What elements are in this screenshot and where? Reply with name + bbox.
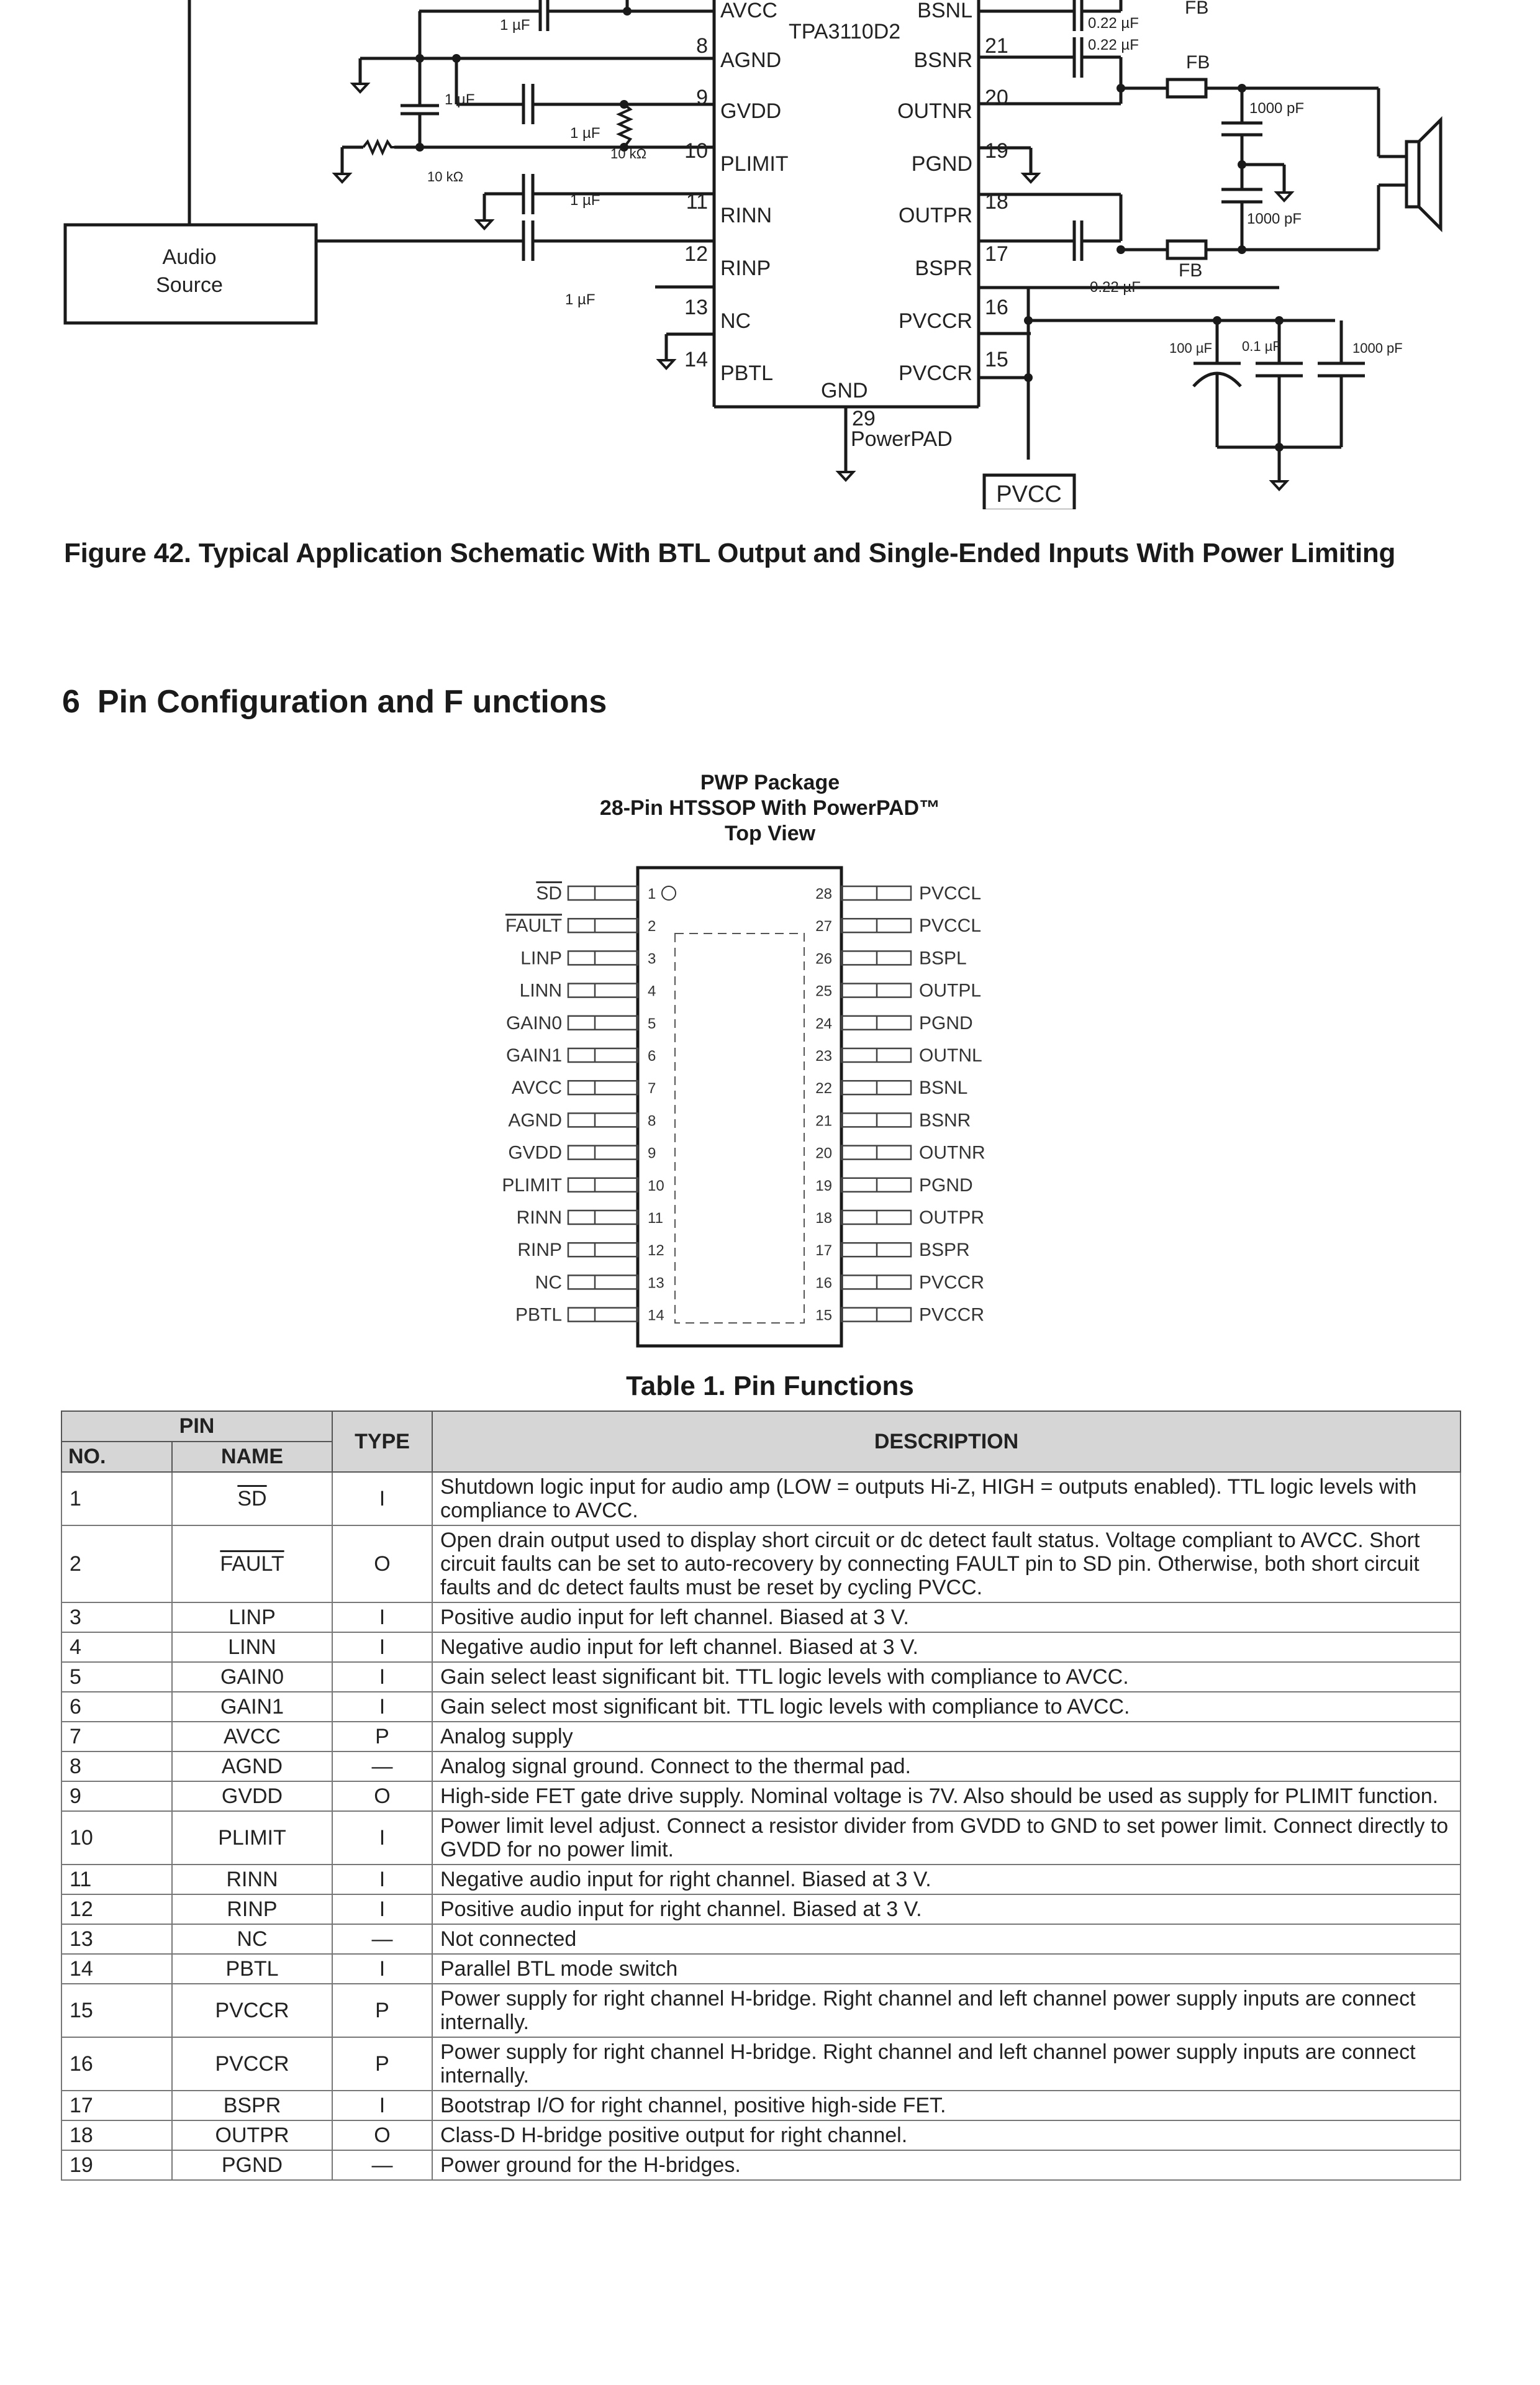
table-row [61, 2091, 1461, 2120]
pin-lead-left [568, 1113, 638, 1127]
svg-text:PVCC: PVCC [996, 481, 1062, 507]
pin-name-right: BSPR [919, 1240, 970, 1261]
pin-name-right: OUTNL [919, 1045, 982, 1066]
svg-text:21: 21 [985, 34, 1008, 58]
pin-number: 5 [61, 1662, 172, 1692]
pin-name: PVCCR [172, 1984, 332, 2037]
svg-text:17: 17 [985, 242, 1008, 266]
pin-name: AVCC [172, 1722, 332, 1751]
pin-number: 1 [61, 1472, 172, 1525]
table-row [61, 2037, 1461, 2091]
pin-name-left: PBTL [515, 1304, 562, 1325]
pin-name-left: GVDD [508, 1142, 562, 1163]
pin-lead-left [568, 1016, 638, 1030]
svg-text:14: 14 [684, 348, 708, 371]
table-row [61, 1632, 1461, 1662]
table-title: Table 1. Pin Functions [626, 1371, 914, 1401]
pin-number-left: 9 [648, 1145, 656, 1162]
pin-type: O [332, 1525, 432, 1602]
table-row [61, 1722, 1461, 1751]
pin-name: AGND [172, 1751, 332, 1781]
pin-description: High-side FET gate drive supply. Nominal voltage is 7V. Also should be used as supply for PLIMIT function. [432, 1781, 1461, 1811]
pin-number-left: 11 [648, 1210, 663, 1227]
svg-text:AVCC: AVCC [720, 0, 777, 22]
svg-text:0.1 µF: 0.1 µF [1242, 338, 1281, 354]
table-row [61, 1751, 1461, 1781]
svg-text:BSNL: BSNL [917, 0, 972, 22]
pin-number-left: 14 [648, 1307, 664, 1324]
svg-text:100 µF: 100 µF [1169, 340, 1212, 356]
section-heading [62, 683, 607, 720]
table-row [61, 1472, 1461, 1525]
pin-name: PVCCR [172, 2037, 332, 2091]
section-number: 6 [62, 684, 80, 720]
pin-description: Power supply for right channel H-bridge. Right channel and left channel power supply inputs are connect internally. [432, 1984, 1461, 2037]
pin-number-left: 4 [648, 983, 656, 1000]
svg-text:9: 9 [696, 86, 708, 109]
pin-type: — [332, 1751, 432, 1781]
pin-number-right: 20 [815, 1145, 832, 1162]
pin-name: OUTPR [172, 2120, 332, 2150]
speaker-icon [1406, 142, 1419, 207]
pin-number: 19 [61, 2150, 172, 2180]
pin1-marker-icon [662, 886, 676, 900]
pin-description: Parallel BTL mode switch [432, 1954, 1461, 1984]
svg-text:AGND: AGND [720, 48, 782, 72]
pin-type: I [332, 1662, 432, 1692]
pin-number-left: 3 [648, 950, 656, 968]
pin-name: $\overline{SD}$ [172, 1472, 332, 1525]
pin-type: — [332, 1924, 432, 1954]
pin-number: 14 [61, 1954, 172, 1984]
pin-lead-left [568, 984, 638, 997]
pin-name-left: GAIN1 [505, 1045, 562, 1066]
pin-number-right: 15 [815, 1307, 832, 1324]
pin-type: I [332, 1472, 432, 1525]
svg-text:1000 pF: 1000 pF [1249, 100, 1305, 117]
pin-number: 18 [61, 2120, 172, 2150]
table-row [61, 1525, 1461, 1602]
pin-number: 7 [61, 1722, 172, 1751]
svg-text:BSPR: BSPR [915, 257, 972, 280]
pin-lead-left [568, 1243, 638, 1256]
pin-number: 11 [61, 1865, 172, 1894]
header-type: TYPE [332, 1411, 432, 1472]
svg-text:1 µF: 1 µF [570, 125, 600, 142]
pin-number-right: 26 [815, 950, 832, 968]
pin-lead-left [568, 1048, 638, 1062]
pin-number-left: 5 [648, 1015, 656, 1032]
pin-name: RINP [172, 1894, 332, 1924]
svg-text:10 kΩ: 10 kΩ [427, 169, 464, 184]
header-description: DESCRIPTION [432, 1411, 1461, 1472]
svg-text:0.22 µF: 0.22 µF [1088, 15, 1139, 32]
svg-text:20: 20 [985, 86, 1008, 109]
thermal-pad-outline [675, 934, 804, 1323]
pin-name: LINN [172, 1632, 332, 1662]
pin-lead-left [568, 1275, 638, 1289]
pin-number-right: 18 [815, 1210, 832, 1227]
pin-name-right: PGND [919, 1174, 973, 1196]
svg-text:PBTL: PBTL [720, 361, 774, 385]
pin-description: Bootstrap I/O for right channel, positive high-side FET. [432, 2091, 1461, 2120]
svg-text:OUTPR: OUTPR [899, 204, 972, 227]
pin-description: Analog supply [432, 1722, 1461, 1751]
pin-number: 17 [61, 2091, 172, 2120]
ground-icon [838, 472, 853, 480]
svg-text:19: 19 [985, 139, 1008, 163]
pin-lead-left [568, 1146, 638, 1160]
svg-text:10 kΩ: 10 kΩ [610, 146, 647, 161]
table-row [61, 2120, 1461, 2150]
pin-lead-left [568, 1308, 638, 1322]
table-row [61, 1984, 1461, 2037]
pin-name-left: FAULT [505, 915, 562, 937]
pin-number: 4 [61, 1632, 172, 1662]
package-body [638, 868, 841, 1346]
pin-number-left: 1 [648, 886, 656, 902]
svg-text:PGND: PGND [911, 152, 972, 176]
pin-number-right: 16 [815, 1274, 832, 1292]
pin-name-left: SD [536, 883, 562, 904]
svg-text:PLIMIT: PLIMIT [720, 152, 789, 176]
svg-text:BSNR: BSNR [913, 48, 972, 72]
pin-type: P [332, 1984, 432, 2037]
pin-type: I [332, 1811, 432, 1865]
pin-name-right: PVCCL [919, 915, 982, 937]
svg-text:OUTNR: OUTNR [897, 99, 972, 123]
ground-icon [335, 174, 350, 182]
pin-lead-left [568, 919, 638, 932]
table-row [61, 1924, 1461, 1954]
pin-type: I [332, 1865, 432, 1894]
svg-text:0.22 µF: 0.22 µF [1088, 37, 1139, 53]
pin-name-left: RINN [516, 1207, 562, 1228]
svg-text:NC: NC [720, 309, 751, 333]
svg-text:1 µF: 1 µF [570, 192, 600, 209]
pin-description: Power limit level adjust. Connect a resistor divider from GVDD to GND to set power limit. Connect directly to GVDD for no power limit. [432, 1811, 1461, 1865]
svg-text:1 µF: 1 µF [445, 91, 475, 108]
ground-icon [659, 360, 674, 368]
pin-number: 10 [61, 1811, 172, 1865]
pin-description: Negative audio input for right channel. Biased at 3 V. [432, 1865, 1461, 1894]
pin-name: FAULT [172, 1525, 332, 1602]
pin-name-right: BSNL [919, 1078, 968, 1099]
pin-name-right: PVCCR [919, 1304, 985, 1325]
pin-type: P [332, 2037, 432, 2091]
pin-description: Negative audio input for left channel. Biased at 3 V. [432, 1632, 1461, 1662]
pin-number: 12 [61, 1894, 172, 1924]
svg-text:1 µF: 1 µF [500, 17, 530, 34]
pin-number-left: 6 [648, 1048, 656, 1065]
pin-number-left: 8 [648, 1112, 656, 1130]
pin-name: LINP [172, 1602, 332, 1632]
svg-text:GND: GND [821, 379, 868, 402]
pin-name: GVDD [172, 1781, 332, 1811]
ground-icon [1277, 193, 1292, 201]
svg-text:1000 pF: 1000 pF [1247, 211, 1302, 227]
svg-text:11: 11 [686, 190, 708, 214]
pin-description: Gain select least significant bit. TTL logic levels with compliance to AVCC. [432, 1662, 1461, 1692]
svg-text:1000 pF: 1000 pF [1352, 340, 1403, 356]
pin-number-right: 22 [815, 1080, 832, 1097]
section-title: Pin Configuration and F unctions [97, 684, 607, 720]
pin-number: 6 [61, 1692, 172, 1722]
svg-text:PVCCR: PVCCR [898, 361, 972, 385]
pin-number: 8 [61, 1751, 172, 1781]
svg-text:1 µF: 1 µF [565, 291, 596, 308]
table-row [61, 1811, 1461, 1865]
pin-type: O [332, 1781, 432, 1811]
pin-name-left: NC [535, 1272, 562, 1293]
table-row [61, 1692, 1461, 1722]
pin-name-right: OUTNR [919, 1142, 985, 1163]
pin-description: Positive audio input for left channel. Biased at 3 V. [432, 1602, 1461, 1632]
svg-text:10: 10 [684, 139, 708, 163]
svg-text:13: 13 [684, 296, 708, 319]
application-schematic [0, 0, 1540, 509]
pin-number: 9 [61, 1781, 172, 1811]
pin-name: RINN [172, 1865, 332, 1894]
pin-functions-table [61, 1411, 1461, 2181]
pin-name-right: PVCCL [919, 883, 982, 904]
package-pinout-diagram [484, 857, 1056, 1348]
svg-text:16: 16 [985, 296, 1008, 319]
pin-name: BSPR [172, 2091, 332, 2120]
pin-description: Shutdown logic input for audio amp (LOW = outputs Hi-Z, HIGH = outputs enabled). TTL logic levels with compliance to AVCC. [432, 1472, 1461, 1525]
pin-name: NC [172, 1924, 332, 1954]
svg-text:12: 12 [684, 242, 708, 266]
pin-name: GAIN1 [172, 1692, 332, 1722]
pin-type: I [332, 1954, 432, 1984]
svg-text:0.22 µF: 0.22 µF [1090, 279, 1141, 296]
pin-number-left: 12 [648, 1242, 664, 1260]
pin-lead-left [568, 886, 638, 900]
pin-description: Analog signal ground. Connect to the thermal pad. [432, 1751, 1461, 1781]
pin-number-left: 7 [648, 1080, 656, 1097]
svg-text:29: 29 [852, 407, 876, 430]
ground-icon [1023, 174, 1038, 182]
svg-text:FB: FB [1185, 0, 1209, 18]
pin-lead-left [568, 1081, 638, 1094]
pin-name-right: BSNR [919, 1110, 971, 1131]
pin-type: I [332, 2091, 432, 2120]
package-heading: PWP Package 28-Pin HTSSOP With PowerPAD™ Top View [599, 771, 941, 845]
pin-name-right: PVCCR [919, 1272, 985, 1293]
pin-number-right: 19 [815, 1177, 832, 1194]
pin-name-left: PLIMIT [502, 1174, 562, 1196]
pin-type: O [332, 2120, 432, 2150]
header-pin: PIN [61, 1411, 332, 1442]
pin-description: Not connected [432, 1924, 1461, 1954]
pin-type: I [332, 1894, 432, 1924]
pin-number-right: 21 [815, 1112, 832, 1130]
pin-name-right: PGND [919, 1012, 973, 1034]
pin-description: Positive audio input for right channel. Biased at 3 V. [432, 1894, 1461, 1924]
pin-name-left: LINN [519, 980, 562, 1001]
figure-caption: Figure 42. Typical Application Schematic With BTL Output and Single-Ended Inputs With Power Limiting [64, 538, 1396, 568]
svg-text:RINN: RINN [720, 204, 772, 227]
pin-description: Gain select most significant bit. TTL logic levels with compliance to AVCC. [432, 1692, 1461, 1722]
svg-text:RINP: RINP [720, 257, 771, 280]
pin-name-right: OUTPR [919, 1207, 984, 1228]
ground-icon [1272, 481, 1287, 489]
pin-description: Power supply for right channel H-bridge. Right channel and left channel power supply inputs are connect internally. [432, 2037, 1461, 2091]
svg-text:FB: FB [1179, 260, 1203, 281]
pin-type: I [332, 1692, 432, 1722]
pin-description: Power ground for the H-bridges. [432, 2150, 1461, 2180]
pin-number: 16 [61, 2037, 172, 2091]
pin-name: PLIMIT [172, 1811, 332, 1865]
table-row [61, 1662, 1461, 1692]
pin-number: 13 [61, 1924, 172, 1954]
pin-number-right: 17 [815, 1242, 832, 1260]
pin-lead-left [568, 1178, 638, 1192]
svg-text:8: 8 [696, 34, 708, 58]
pin-number-left: 13 [648, 1274, 664, 1292]
pin-number: 3 [61, 1602, 172, 1632]
svg-text:15: 15 [985, 348, 1008, 371]
pin-type: I [332, 1632, 432, 1662]
svg-text:FB: FB [1186, 52, 1210, 73]
ground-icon [477, 220, 492, 229]
svg-text:Source: Source [156, 273, 223, 297]
pin-description: Class-D H-bridge positive output for right channel. [432, 2120, 1461, 2150]
header-no: NO. [61, 1442, 172, 1472]
pin-number: 2 [61, 1525, 172, 1602]
table-row [61, 1602, 1461, 1632]
header-name: NAME [172, 1442, 332, 1472]
pin-name-left: AVCC [511, 1078, 562, 1099]
table-row [61, 1894, 1461, 1924]
table-row [61, 1865, 1461, 1894]
table-row [61, 2150, 1461, 2180]
pin-name-right: BSPL [919, 948, 967, 969]
ic-name: TPA3110D2 [789, 20, 901, 43]
pin-name-right: OUTPL [919, 980, 982, 1001]
pin-name-left: AGND [508, 1110, 562, 1131]
pin-description: Open drain output used to display short circuit or dc detect fault status. Voltage compliant to AVCC. Short circuit faults can be set to auto-recovery by connecting FAULT pin to SD pin. Otherwise, both short circuit faults and dc detect faults must be reset by cycling PVCC. [432, 1525, 1461, 1602]
pin-number-right: 25 [815, 983, 832, 1000]
svg-text:PVCCR: PVCCR [898, 309, 972, 333]
pin-type: I [332, 1602, 432, 1632]
pin-name-left: GAIN0 [505, 1012, 562, 1034]
pin-name: PBTL [172, 1954, 332, 1984]
table-row [61, 1781, 1461, 1811]
audio-source-label: Audio [162, 245, 217, 269]
pin-number-left: 10 [648, 1177, 664, 1194]
pin-number: 15 [61, 1984, 172, 2037]
svg-text:PowerPAD: PowerPAD [851, 427, 953, 451]
pin-type: P [332, 1722, 432, 1751]
resistor-gvdd [619, 104, 630, 147]
pin-number-right: 28 [815, 886, 832, 902]
pin-name: PGND [172, 2150, 332, 2180]
resistor-plimit [363, 142, 394, 153]
pin-lead-left [568, 1211, 638, 1224]
pin-number-left: 2 [648, 918, 656, 935]
ground-icon [353, 84, 368, 92]
pin-number-right: 27 [815, 918, 832, 935]
pin-lead-left [568, 951, 638, 965]
svg-text:GVDD: GVDD [720, 99, 782, 123]
pin-type: — [332, 2150, 432, 2180]
table-row [61, 1954, 1461, 1984]
svg-text:18: 18 [985, 190, 1008, 214]
pin-number-right: 23 [815, 1048, 832, 1065]
pin-name-left: RINP [517, 1240, 562, 1261]
pin-name-left: LINP [520, 948, 562, 969]
pin-name: GAIN0 [172, 1662, 332, 1692]
pin-number-right: 24 [815, 1015, 832, 1032]
